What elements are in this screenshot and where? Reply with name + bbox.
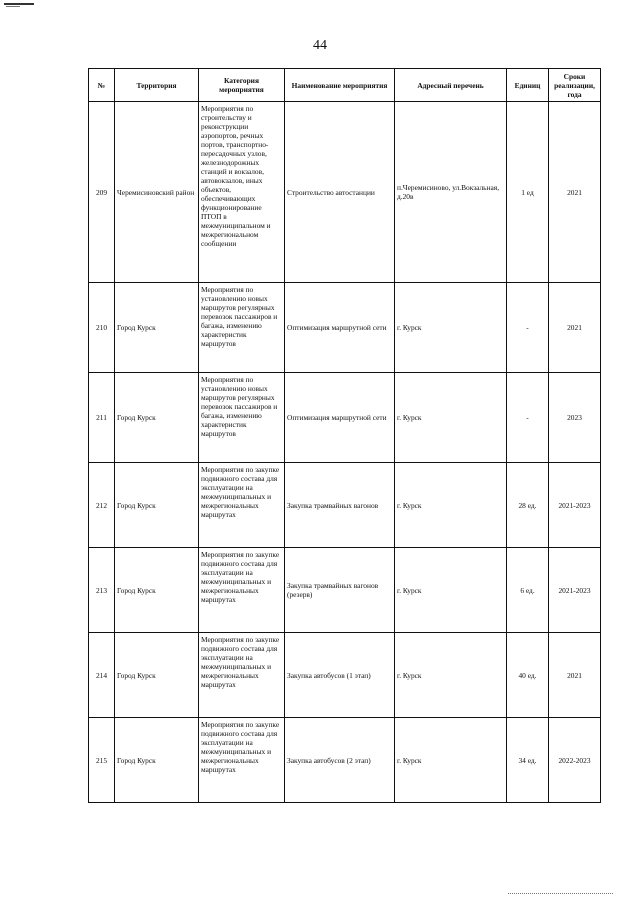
cell-address: г. Курск: [395, 373, 507, 463]
cell-territory: Город Курск: [115, 718, 199, 803]
header-terms: Сроки реализации, года: [549, 69, 601, 102]
cell-territory: Город Курск: [115, 633, 199, 718]
cell-territory: Город Курск: [115, 373, 199, 463]
cell-territory: Город Курск: [115, 548, 199, 633]
table-header-row: [89, 69, 601, 102]
cell-category: Мероприятия по строительству и реконструкции аэропортов, речных портов, транспортно-пересадочных узлов, железнодорожных станций и вокзалов, автовокзалов, иных объектов, обеспечивающих функционирование ПТОП в межмуниципальном и межрегиональном сообщении: [199, 102, 285, 283]
cell-num: 209: [89, 102, 115, 283]
cell-num: 211: [89, 373, 115, 463]
table-row: [89, 102, 601, 283]
scan-artifact-bottom: [508, 893, 613, 895]
cell-units: -: [507, 283, 549, 373]
cell-num: 213: [89, 548, 115, 633]
cell-name: Оптимизация маршрутной сети: [285, 283, 395, 373]
cell-units: 40 ед.: [507, 633, 549, 718]
cell-address: г. Курск: [395, 633, 507, 718]
header-units: Единиц: [507, 69, 549, 102]
table-row: [89, 548, 601, 633]
cell-name: Закупка автобусов (1 этап): [285, 633, 395, 718]
cell-terms: 2021-2023: [549, 463, 601, 548]
cell-address: г. Курск: [395, 463, 507, 548]
cell-territory: Город Курск: [115, 463, 199, 548]
cell-category: Мероприятия по закупке подвижного состава для эксплуатации на межмуниципальных и межрегиональных маршрутах: [199, 718, 285, 803]
cell-terms: 2021: [549, 283, 601, 373]
cell-units: 6 ед.: [507, 548, 549, 633]
cell-category: Мероприятия по установлению новых маршрутов регулярных перевозок пассажиров и багажа, изменению характеристик маршрутов: [199, 373, 285, 463]
cell-num: 215: [89, 718, 115, 803]
header-name: Наименование мероприятия: [285, 69, 395, 102]
table-row: [89, 463, 601, 548]
header-territory: Территория: [115, 69, 199, 102]
header-category: Категория мероприятия: [199, 69, 285, 102]
header-num: №: [89, 69, 115, 102]
cell-units: -: [507, 373, 549, 463]
cell-terms: 2021-2023: [549, 548, 601, 633]
cell-name: Строительство автостанции: [285, 102, 395, 283]
cell-address: г. Курск: [395, 718, 507, 803]
table-row: [89, 373, 601, 463]
table-row: [89, 718, 601, 803]
cell-terms: 2021: [549, 102, 601, 283]
cell-address: г. Курск: [395, 548, 507, 633]
scan-artifact-top-small: [6, 6, 20, 7]
cell-name: Закупка трамвайных вагонов (резерв): [285, 548, 395, 633]
cell-category: Мероприятия по закупке подвижного состава для эксплуатации на межмуниципальных и межрегиональных маршрутах: [199, 463, 285, 548]
scan-artifact-top: [4, 3, 34, 5]
cell-terms: 2021: [549, 633, 601, 718]
cell-address: г. Курск: [395, 283, 507, 373]
table-row: [89, 633, 601, 718]
cell-units: 34 ед.: [507, 718, 549, 803]
table-row: [89, 283, 601, 373]
cell-name: Оптимизация маршрутной сети: [285, 373, 395, 463]
cell-category: Мероприятия по закупке подвижного состава для эксплуатации на межмуниципальных и межрегиональных маршрутах: [199, 548, 285, 633]
cell-num: 212: [89, 463, 115, 548]
header-address: Адресный перечень: [395, 69, 507, 102]
page-number: 44: [313, 38, 327, 53]
cell-category: Мероприятия по установлению новых маршрутов регулярных перевозок пассажиров и багажа, изменению характеристик маршрутов: [199, 283, 285, 373]
cell-address: п.Черемисиново, ул.Вокзальная, д.20в: [395, 102, 507, 283]
cell-name: Закупка трамвайных вагонов: [285, 463, 395, 548]
cell-category: Мероприятия по закупке подвижного состава для эксплуатации на межмуниципальных и межрегиональных маршрутах: [199, 633, 285, 718]
cell-terms: 2022-2023: [549, 718, 601, 803]
cell-units: 28 ед.: [507, 463, 549, 548]
cell-territory: Город Курск: [115, 283, 199, 373]
cell-territory: Черемисиновский район: [115, 102, 199, 283]
cell-num: 210: [89, 283, 115, 373]
cell-num: 214: [89, 633, 115, 718]
measures-table: [88, 68, 601, 803]
cell-units: 1 ед: [507, 102, 549, 283]
cell-name: Закупка автобусов (2 этап): [285, 718, 395, 803]
cell-terms: 2023: [549, 373, 601, 463]
